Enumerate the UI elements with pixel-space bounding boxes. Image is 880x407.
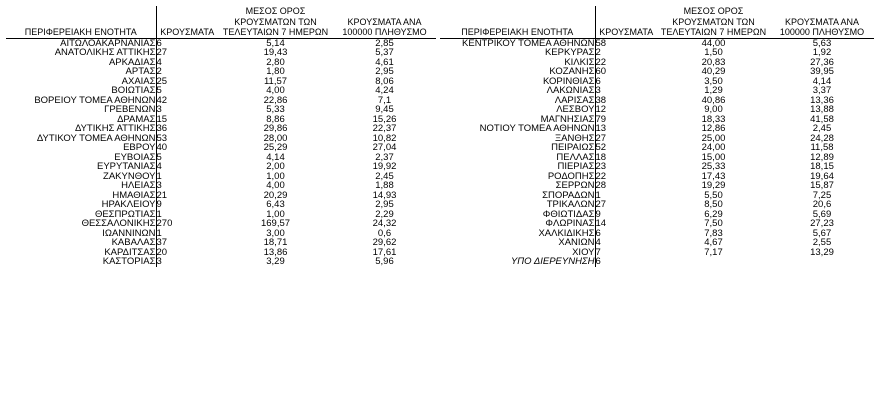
cell-region: ΚΕΝΤΡΙΚΟΥ ΤΟΜΕΑ ΑΘΗΝΩΝ [440, 38, 595, 48]
cell-per100k: 24,32 [372, 219, 397, 229]
header-avg7 [218, 6, 333, 38]
cell-cases: 4 [156, 57, 162, 68]
cell-cases: 3 [595, 86, 601, 96]
cell-region: ΑΧΑΪΑΣ [6, 77, 156, 87]
cell-cases: 6 [595, 228, 601, 239]
cell-avg7: 5,14 [266, 38, 285, 49]
cell-avg7: 4,14 [266, 152, 285, 163]
cell-region: ΚΑΒΑΛΑΣ [6, 238, 156, 248]
cell-per100k: 7,25 [812, 190, 832, 201]
cell-cases: 4 [595, 238, 601, 248]
table-row [440, 162, 874, 172]
cell-cases: 9 [595, 209, 601, 220]
table-row [440, 238, 874, 248]
cell-cases: 40 [156, 143, 168, 153]
cell-region: ΚΙΛΚΙΣ [440, 58, 595, 68]
cell-avg7: 17,43 [701, 171, 726, 182]
cell-cases: 25 [156, 76, 168, 87]
table-row [6, 257, 436, 267]
cell-region: ΚΕΡΚΥΡΑΣ [440, 48, 595, 58]
cell-per100k: 0,6 [377, 228, 392, 239]
cell-per100k: 5,69 [812, 209, 832, 220]
cell-per100k: 39,95 [810, 67, 834, 77]
table-left-header-row [6, 6, 436, 38]
table-row [6, 67, 436, 77]
cell-avg7: 13,86 [263, 247, 288, 258]
cell-per100k: 5,63 [812, 38, 832, 49]
cell-cases: 2 [595, 48, 601, 58]
cell-per100k: 27,23 [810, 219, 834, 229]
cell-per100k: 13,88 [810, 105, 834, 115]
cell-per100k: 2,45 [375, 171, 394, 182]
cell-avg7: 1,80 [266, 67, 285, 77]
header-region-label: ΠΕΡΙΦΕΡΕΙΑΚΗ ΕΝΟΤΗΤΑ [24, 27, 137, 38]
cell-region: ΦΘΙΩΤΙΔΑΣ [440, 210, 595, 220]
cell-cases: 14 [595, 219, 607, 229]
table-row [6, 238, 436, 248]
cell-per100k: 2,29 [375, 209, 394, 220]
cell-cases: 1 [156, 209, 162, 220]
cell-per100k: 5,67 [812, 228, 832, 239]
cell-region: ΔΡΑΜΑΣ [6, 115, 156, 125]
cell-avg7: 25,33 [701, 162, 726, 172]
table-row [440, 143, 874, 153]
cell-region: ΑΙΤΩΛΟΑΚΑΡΝΑΝΙΑΣ [6, 38, 156, 48]
cell-avg7: 2,80 [266, 57, 285, 68]
cell-region: ΗΛΕΙΑΣ [6, 181, 156, 191]
cell-cases: 20 [156, 247, 168, 258]
cell-cases: 270 [156, 219, 173, 229]
cell-region: ΞΑΝΘΗΣ [440, 134, 595, 144]
table-row [440, 153, 874, 163]
cell-per100k: 3,37 [812, 86, 832, 96]
cell-avg7: 40,86 [701, 95, 726, 106]
table-row [6, 105, 436, 115]
cell-region: ΠΕΛΛΑΣ [440, 153, 595, 163]
header-cases-2 [595, 6, 657, 38]
cell-avg7: 1,00 [266, 209, 285, 220]
cell-avg7: 29,86 [263, 124, 288, 134]
cell-per100k: 2,85 [375, 38, 394, 49]
cell-region: ΣΠΟΡΑΔΩΝ [440, 191, 595, 201]
cell-avg7: 44,00 [701, 38, 726, 49]
cell-per100k: 2,95 [375, 67, 394, 77]
header-avg7-line2: ΚΡΟΥΣΜΑΤΩΝ ΤΩΝ [234, 16, 317, 27]
cell-cases: 6 [156, 38, 162, 49]
header-region-label-2: ΠΕΡΙΦΕΡΕΙΑΚΗ ΕΝΟΤΗΤΑ [461, 27, 574, 38]
cell-cases: 3 [156, 257, 162, 267]
table-row [6, 191, 436, 201]
cell-cases: 18 [595, 152, 607, 163]
cell-per100k: 1,88 [375, 181, 394, 191]
table-row [440, 38, 874, 48]
table-row [6, 77, 436, 87]
cell-avg7: 40,29 [701, 67, 726, 77]
cell-avg7: 25,29 [263, 143, 288, 153]
cell-avg7: 1,50 [704, 48, 723, 58]
cell-cases: 37 [156, 238, 168, 248]
cell-region: ΧΙΟΥ [440, 248, 595, 258]
cell-cases: 36 [156, 124, 168, 134]
cell-avg7: 24,00 [701, 143, 726, 153]
cell-region: ΔΥΤΙΚΟΥ ΤΟΜΕΑ ΑΘΗΝΩΝ [6, 134, 156, 144]
cell-per100k: 9,45 [375, 105, 394, 115]
table-row [6, 181, 436, 191]
table-row [6, 48, 436, 58]
table-row [6, 200, 436, 210]
table-row [440, 67, 874, 77]
cell-region: ΕΥΡΥΤΑΝΙΑΣ [6, 162, 156, 172]
cell-per100k: 2,45 [812, 124, 832, 134]
table-row [440, 219, 874, 229]
table-row [440, 115, 874, 125]
cell-region: ΛΑΡΙΣΑΣ [440, 96, 595, 106]
cell-region: ΙΩΑΝΝΙΝΩΝ [6, 229, 156, 239]
header-per100k-line2: 100000 ΠΛΗΘΥΣΜΟ [342, 27, 427, 38]
cell-region: ΑΡΚΑΔΙΑΣ [6, 58, 156, 68]
cell-avg7: 12,86 [701, 124, 726, 134]
table-row [440, 105, 874, 115]
cell-cases: 1 [595, 190, 601, 201]
header-cases [156, 6, 218, 38]
cell-cases: 42 [156, 95, 168, 106]
cell-cases: 13 [595, 124, 607, 134]
cell-per100k: 11,58 [810, 143, 834, 153]
cell-cases: 9 [156, 200, 162, 210]
cell-region: ΡΟΔΟΠΗΣ [440, 172, 595, 182]
header-avg7-line3-2: ΤΕΛΕΥΤΑΙΩΝ 7 ΗΜΕΡΩΝ [660, 27, 767, 38]
table-row [6, 38, 436, 48]
cell-cases: 27 [156, 48, 168, 58]
cell-region: ΚΑΡΔΙΤΣΑΣ [6, 248, 156, 258]
header-per100k-line2-2: 100000 ΠΛΗΘΥΣΜΟ [779, 27, 865, 38]
cell-region: ΛΑΚΩΝΙΑΣ [440, 86, 595, 96]
header-cases-label: ΚΡΟΥΣΜΑΤΑ [160, 27, 215, 38]
cell-cases: 23 [595, 162, 607, 172]
cell-cases: 27 [595, 200, 607, 210]
cell-region: ΥΠΟ ΔΙΕΡΕΥΝΗΣΗ [440, 257, 595, 267]
cell-per100k: 5,37 [375, 48, 394, 58]
table-row [6, 96, 436, 106]
cell-region: ΓΡΕΒΕΝΩΝ [6, 105, 156, 115]
cell-cases: 27 [595, 133, 607, 144]
table-row [440, 134, 874, 144]
cell-cases: 22 [595, 57, 607, 68]
cell-region: ΤΡΙΚΑΛΩΝ [440, 200, 595, 210]
cell-avg7: 11,57 [263, 76, 288, 87]
cell-avg7: 5,50 [704, 190, 723, 201]
cell-cases: 38 [595, 95, 607, 106]
table-row [440, 172, 874, 182]
cell-cases: 58 [595, 38, 607, 49]
cell-avg7: 1,00 [266, 171, 285, 182]
cell-per100k: 7,1 [377, 95, 392, 106]
cell-cases: 53 [156, 133, 168, 144]
cell-avg7: 3,00 [266, 228, 285, 239]
header-per100k-line1: ΚΡΟΥΣΜΑΤΑ ΑΝΑ [347, 16, 422, 27]
cell-avg7: 20,29 [263, 190, 288, 201]
cell-region: ΚΟΡΙΝΘΙΑΣ [440, 77, 595, 87]
cell-cases: 6 [595, 76, 601, 87]
cell-region: ΣΕΡΡΩΝ [440, 181, 595, 191]
table-right-header-row [440, 6, 874, 38]
header-avg7-line1: ΜΕΣΟΣ ΟΡΟΣ [245, 6, 306, 16]
cell-avg7: 1,29 [704, 86, 723, 96]
cell-avg7: 3,29 [266, 257, 285, 267]
cell-avg7: 169,57 [260, 219, 291, 229]
table-row [440, 96, 874, 106]
cell-per100k: 13,29 [810, 247, 834, 258]
cell-region: ΚΟΖΑΝΗΣ [440, 67, 595, 77]
table-row [6, 134, 436, 144]
cell-per100k: 15,87 [810, 181, 834, 191]
cell-cases: 1 [156, 171, 162, 182]
cell-region: ΖΑΚΥΝΘΟΥ [6, 172, 156, 182]
cell-per100k: 15,26 [372, 114, 397, 125]
cell-per100k: 5,96 [375, 257, 394, 267]
cell-avg7: 18,33 [701, 114, 726, 125]
table-right-body [440, 38, 874, 267]
table-row [440, 191, 874, 201]
cell-avg7: 15,00 [701, 152, 726, 163]
cell-per100k: 4,61 [375, 57, 394, 68]
cell-cases: 1 [156, 228, 162, 239]
header-avg7-line2-2: ΚΡΟΥΣΜΑΤΩΝ ΤΩΝ [672, 16, 755, 27]
table-row [6, 143, 436, 153]
table-row [6, 248, 436, 258]
cell-avg7: 20,83 [701, 57, 726, 68]
cell-per100k: 20,6 [812, 200, 832, 210]
cell-per100k [770, 257, 874, 267]
cell-avg7: 9,00 [704, 105, 723, 115]
table-row [6, 172, 436, 182]
cell-per100k: 2,37 [375, 152, 394, 163]
table-row [440, 124, 874, 134]
table-row [6, 115, 436, 125]
cell-cases: 4 [156, 162, 162, 172]
cell-cases: 21 [156, 190, 168, 201]
table-row [440, 48, 874, 58]
header-cases-label-2: ΚΡΟΥΣΜΑΤΑ [599, 27, 654, 38]
cell-per100k: 27,36 [810, 57, 834, 68]
table-row [6, 124, 436, 134]
cell-avg7: 7,83 [704, 228, 723, 239]
cell-per100k: 4,14 [812, 76, 832, 87]
cell-cases: 2 [156, 67, 162, 77]
table-row [6, 153, 436, 163]
cell-per100k: 14,93 [372, 190, 397, 201]
cell-per100k: 19,92 [372, 162, 397, 172]
cell-avg7: 8,50 [704, 200, 723, 210]
cell-region: ΗΡΑΚΛΕΙΟΥ [6, 200, 156, 210]
cell-cases: 60 [595, 67, 607, 77]
header-avg7-2 [657, 6, 770, 38]
cell-region: ΗΜΑΘΙΑΣ [6, 191, 156, 201]
table-row [440, 248, 874, 258]
cell-avg7: 2,00 [266, 162, 285, 172]
cell-cases: 7 [595, 247, 601, 258]
table-row [440, 229, 874, 239]
header-per100k-2 [770, 6, 874, 38]
cell-per100k: 1,92 [812, 48, 832, 58]
table-row [6, 210, 436, 220]
cell-per100k: 27,04 [372, 143, 397, 153]
cell-avg7: 28,00 [263, 133, 288, 144]
cell-per100k: 12,89 [810, 152, 834, 163]
cell-per100k: 13,36 [810, 95, 834, 106]
cell-region: ΜΑΓΝΗΣΙΑΣ [440, 115, 595, 125]
cell-region: ΑΡΤΑΣ [6, 67, 156, 77]
table-row [6, 229, 436, 239]
table-left-body [6, 38, 436, 267]
table-row [6, 162, 436, 172]
cell-avg7: 7,50 [704, 219, 723, 229]
cell-cases: 3 [156, 105, 162, 115]
table-right [440, 6, 874, 267]
cell-cases: 12 [595, 105, 607, 115]
cell-per100k: 18,15 [810, 162, 834, 172]
cell-region: ΒΟΙΩΤΙΑΣ [6, 86, 156, 96]
cell-avg7: 4,00 [266, 86, 285, 96]
header-region-2 [440, 6, 595, 38]
cell-per100k: 2,55 [812, 238, 832, 248]
cell-avg7: 22,86 [263, 95, 288, 106]
cell-per100k: 10,82 [372, 133, 397, 144]
cell-avg7: 18,71 [263, 238, 288, 248]
header-per100k [333, 6, 436, 38]
cell-cases: 5 [156, 86, 162, 96]
cell-region: ΒΟΡΕΙΟΥ ΤΟΜΕΑ ΑΘΗΝΩΝ [6, 96, 156, 106]
cell-region: ΘΕΣΠΡΩΤΙΑΣ [6, 210, 156, 220]
cell-region: ΠΕΙΡΑΙΩΣ [440, 143, 595, 153]
cell-per100k: 2,95 [375, 200, 394, 210]
cell-cases: 79 [595, 114, 607, 125]
cell-avg7: 6,29 [704, 209, 723, 220]
cell-region: ΑΝΑΤΟΛΙΚΗΣ ΑΤΤΙΚΗΣ [6, 48, 156, 58]
cell-avg7: 19,29 [701, 181, 726, 191]
cell-per100k: 41,58 [810, 114, 834, 125]
cell-per100k: 24,28 [810, 133, 834, 144]
table-left [6, 6, 436, 267]
cell-cases: 5 [156, 152, 162, 163]
table-row [440, 257, 874, 267]
table-row [6, 86, 436, 96]
cell-region: ΚΑΣΤΟΡΙΑΣ [6, 257, 156, 267]
cell-per100k: 4,24 [375, 86, 394, 96]
cell-per100k: 22,37 [372, 124, 397, 134]
cell-avg7 [657, 257, 770, 267]
table-row [440, 181, 874, 191]
table-row [6, 58, 436, 68]
cell-region: ΧΑΛΚΙΔΙΚΗΣ [440, 229, 595, 239]
table-row [440, 200, 874, 210]
cell-avg7: 4,67 [704, 238, 723, 248]
cell-region: ΠΙΕΡΙΑΣ [440, 162, 595, 172]
header-avg7-line1-2: ΜΕΣΟΣ ΟΡΟΣ [683, 6, 744, 16]
table-row [6, 219, 436, 229]
cell-region: ΔΥΤΙΚΗΣ ΑΤΤΙΚΗΣ [6, 124, 156, 134]
header-avg7-line3: ΤΕΛΕΥΤΑΙΩΝ 7 ΗΜΕΡΩΝ [222, 27, 329, 38]
cell-cases: 52 [595, 143, 607, 153]
table-row [440, 77, 874, 87]
cell-avg7: 7,17 [704, 247, 723, 258]
cell-cases: 22 [595, 171, 607, 182]
cell-per100k: 8,06 [375, 76, 394, 87]
table-row [440, 86, 874, 96]
table-row [440, 210, 874, 220]
cell-region: ΕΒΡΟΥ [6, 143, 156, 153]
cell-region: ΦΛΩΡΙΝΑΣ [440, 219, 595, 229]
cell-per100k: 19,64 [810, 171, 834, 182]
cell-avg7: 8,86 [266, 114, 285, 125]
table-row [440, 58, 874, 68]
header-per100k-line1-2: ΚΡΟΥΣΜΑΤΑ ΑΝΑ [785, 16, 859, 27]
cell-cases: 15 [156, 114, 168, 125]
cell-region: ΕΥΒΟΙΑΣ [6, 153, 156, 163]
cell-per100k: 17,61 [372, 247, 397, 258]
cell-region: ΘΕΣΣΑΛΟΝΙΚΗΣ [6, 219, 156, 229]
cell-per100k: 29,62 [372, 238, 397, 248]
cell-avg7: 4,00 [266, 181, 285, 191]
cell-region: ΝΟΤΙΟΥ ΤΟΜΕΑ ΑΘΗΝΩΝ [440, 124, 595, 134]
header-region [6, 6, 156, 38]
cell-cases: 6 [595, 257, 601, 267]
cell-region: ΛΕΣΒΟΥ [440, 105, 595, 115]
cell-avg7: 5,33 [266, 105, 285, 115]
cell-avg7: 25,00 [701, 133, 726, 144]
cell-avg7: 19,43 [263, 48, 288, 58]
cell-region: ΧΑΝΙΩΝ [440, 238, 595, 248]
cell-cases: 3 [156, 181, 162, 191]
cell-cases: 28 [595, 181, 607, 191]
cell-avg7: 3,50 [704, 76, 723, 87]
cell-avg7: 6,43 [266, 200, 285, 210]
